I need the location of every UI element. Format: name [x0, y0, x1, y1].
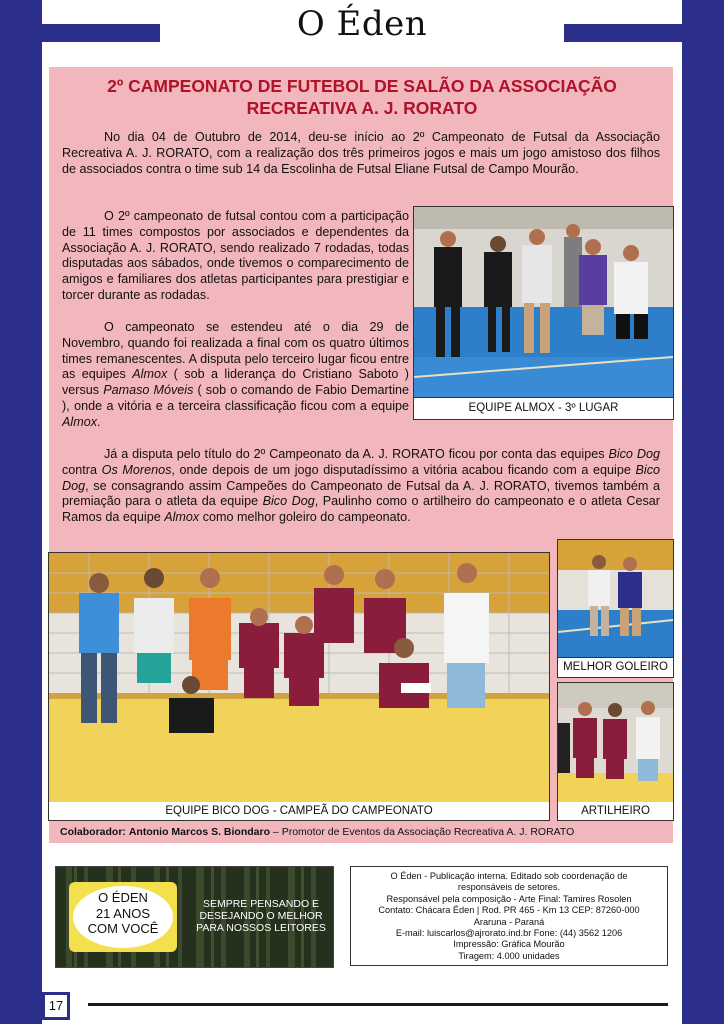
best-goalkeeper-image [558, 540, 673, 658]
p4-text-d: , se consagrando assim Campeões do Campeonato de Futsal da A. J. RORATO, tivemos também a premiação para o atleta da equipe [62, 478, 660, 509]
top-scorer-image [558, 683, 673, 803]
caption-bico-dog: EQUIPE BICO DOG - CAMPEÃ DO CAMPEONATO [48, 802, 550, 821]
photo-top-scorer [557, 682, 674, 804]
footer-rule [88, 1003, 668, 1006]
p3-text-d: . [97, 414, 101, 429]
p4-team-morenos: Os Morenos [101, 462, 172, 477]
ad-badge-line1: O ÉDEN [98, 890, 148, 905]
paragraph-1: No dia 04 de Outubro de 2014, deu-se início ao 2º Campeonato de Futsal da Associação Recreativa A. J. RORATO, com a realização dos três primeiros jogos e mais um jogo amistoso dos filhos de associados contra o time sub 14 da Escolinha de Futsal Eliane Futsal de Campo Mourão. [62, 130, 660, 176]
article-title-line2: RECREATIVA A. J. RORATO [246, 98, 478, 118]
ad-badge-line2: 21 ANOS [95, 905, 151, 921]
masthead-bar-left [42, 24, 160, 42]
paragraph-4 [62, 447, 660, 526]
page-number: 17 [45, 995, 67, 1017]
paragraph-2: O 2º campeonato de futsal contou com a participação de 11 times compostos por associados e dependentes da Associação A. J. RORATO, sendo realizado 7 rodadas, todas disputadas aos sábados, onde tivemos o comparecimento de amigos e familiares dos atletas participantes para prestigiar e torcer durante as rodadas. [62, 209, 409, 302]
p4-text-c: , onde depois de um jogo disputadíssimo a vitória acabou ficando com a equipe [171, 462, 636, 477]
info-line5: Araruna - Paraná [473, 916, 545, 927]
p4-text-f: como melhor goleiro do campeonato. [199, 510, 411, 525]
collaborator-role: – Promotor de Eventos da Associação Recreativa A. J. RORATO [270, 826, 575, 838]
collaborator-name: Antonio Marcos S. Biondaro [128, 826, 271, 838]
anniversary-ad [55, 866, 334, 968]
info-line8: Tiragem: 4.000 unidades [458, 950, 560, 961]
bico-dog-team-image [49, 553, 549, 803]
article-title [60, 75, 664, 119]
p4-team-bicodog-3: Bico Dog [262, 494, 315, 509]
article-title-line1: 2º CAMPEONATO DE FUTEBOL DE SALÃO DA ASSOCIAÇÃO [107, 76, 617, 96]
right-border [682, 0, 724, 1024]
masthead-bar-right [564, 24, 682, 42]
caption-almox: EQUIPE ALMOX - 3º LUGAR [413, 397, 674, 420]
p4-team-bicodog: Bico Dog [608, 447, 660, 461]
paragraph-3 [62, 320, 409, 431]
p3-team-pamaso: Pamaso Móveis [103, 383, 194, 398]
p4-text-e: , Paulinho como o artilheiro do campeonato e o atleta Cesar Ramos da equipe [62, 494, 660, 525]
p3-text-b: ( sob a liderança do Cristiano Saboto ) versus [62, 367, 409, 398]
p4-team-bicodog-2: Bico Dog [62, 462, 661, 493]
photo-almox-team [413, 206, 674, 399]
p3-text-c: ( sob o comando de Fabio Demartine ), onde a vitória e a terceira classificação ficou com a equipe [62, 383, 410, 413]
ad-slogan: SEMPRE PENSANDO E DESEJANDO O MELHOR PARA NOSSOS LEITORES [196, 898, 326, 934]
photo-best-goalkeeper [557, 539, 674, 659]
p4-team-almox: Almox [164, 510, 200, 525]
p3-team-almox: Almox [132, 367, 168, 382]
ad-badge-line3: COM VOCÊ [87, 921, 159, 936]
caption-best-goalkeeper: MELHOR GOLEIRO [557, 657, 674, 678]
masthead-title: O Éden [296, 4, 428, 44]
info-line2: responsáveis de setores. [457, 882, 561, 893]
publication-info [350, 866, 668, 966]
info-line1: O Éden - Publicação interna. Editado sob coordenação de [390, 871, 628, 881]
p3-text-a: O campeonato se estendeu até o dia 29 de Novembro, quando foi realizada a final com os quatro últimos times remanescentes. A disputa pelo terceiro lugar ficou entre as equipes [62, 320, 409, 382]
photo-bico-dog-team [48, 552, 550, 804]
info-line7: Impressão: Gráfica Mourão [453, 939, 565, 950]
left-border [0, 0, 42, 1024]
almox-team-image [414, 207, 673, 398]
page-number-box [42, 992, 70, 1020]
ad-badge [73, 886, 173, 948]
p4-text-b: contra [62, 462, 102, 477]
info-line4: Contato: Chácara Éden | Rod. PR 465 - Km 13 CEP: 87260-000 [378, 905, 640, 916]
p4-text-a: Já a disputa pelo título do 2º Campeonato da A. J. RORATO ficou por conta das equipes [104, 447, 609, 461]
info-line3: Responsável pela composição - Arte Final: Tamires Rosolen [386, 893, 632, 904]
p3-team-almox-2: Almox [62, 414, 97, 429]
collaborator-label: Colaborador: [60, 826, 126, 838]
caption-top-scorer: ARTILHEIRO [557, 802, 674, 821]
info-line6: E-mail: luiscarlos@ajrorato.ind.br Fone: (44) 3562 1206 [395, 928, 623, 939]
collaborator-credit [60, 826, 574, 838]
